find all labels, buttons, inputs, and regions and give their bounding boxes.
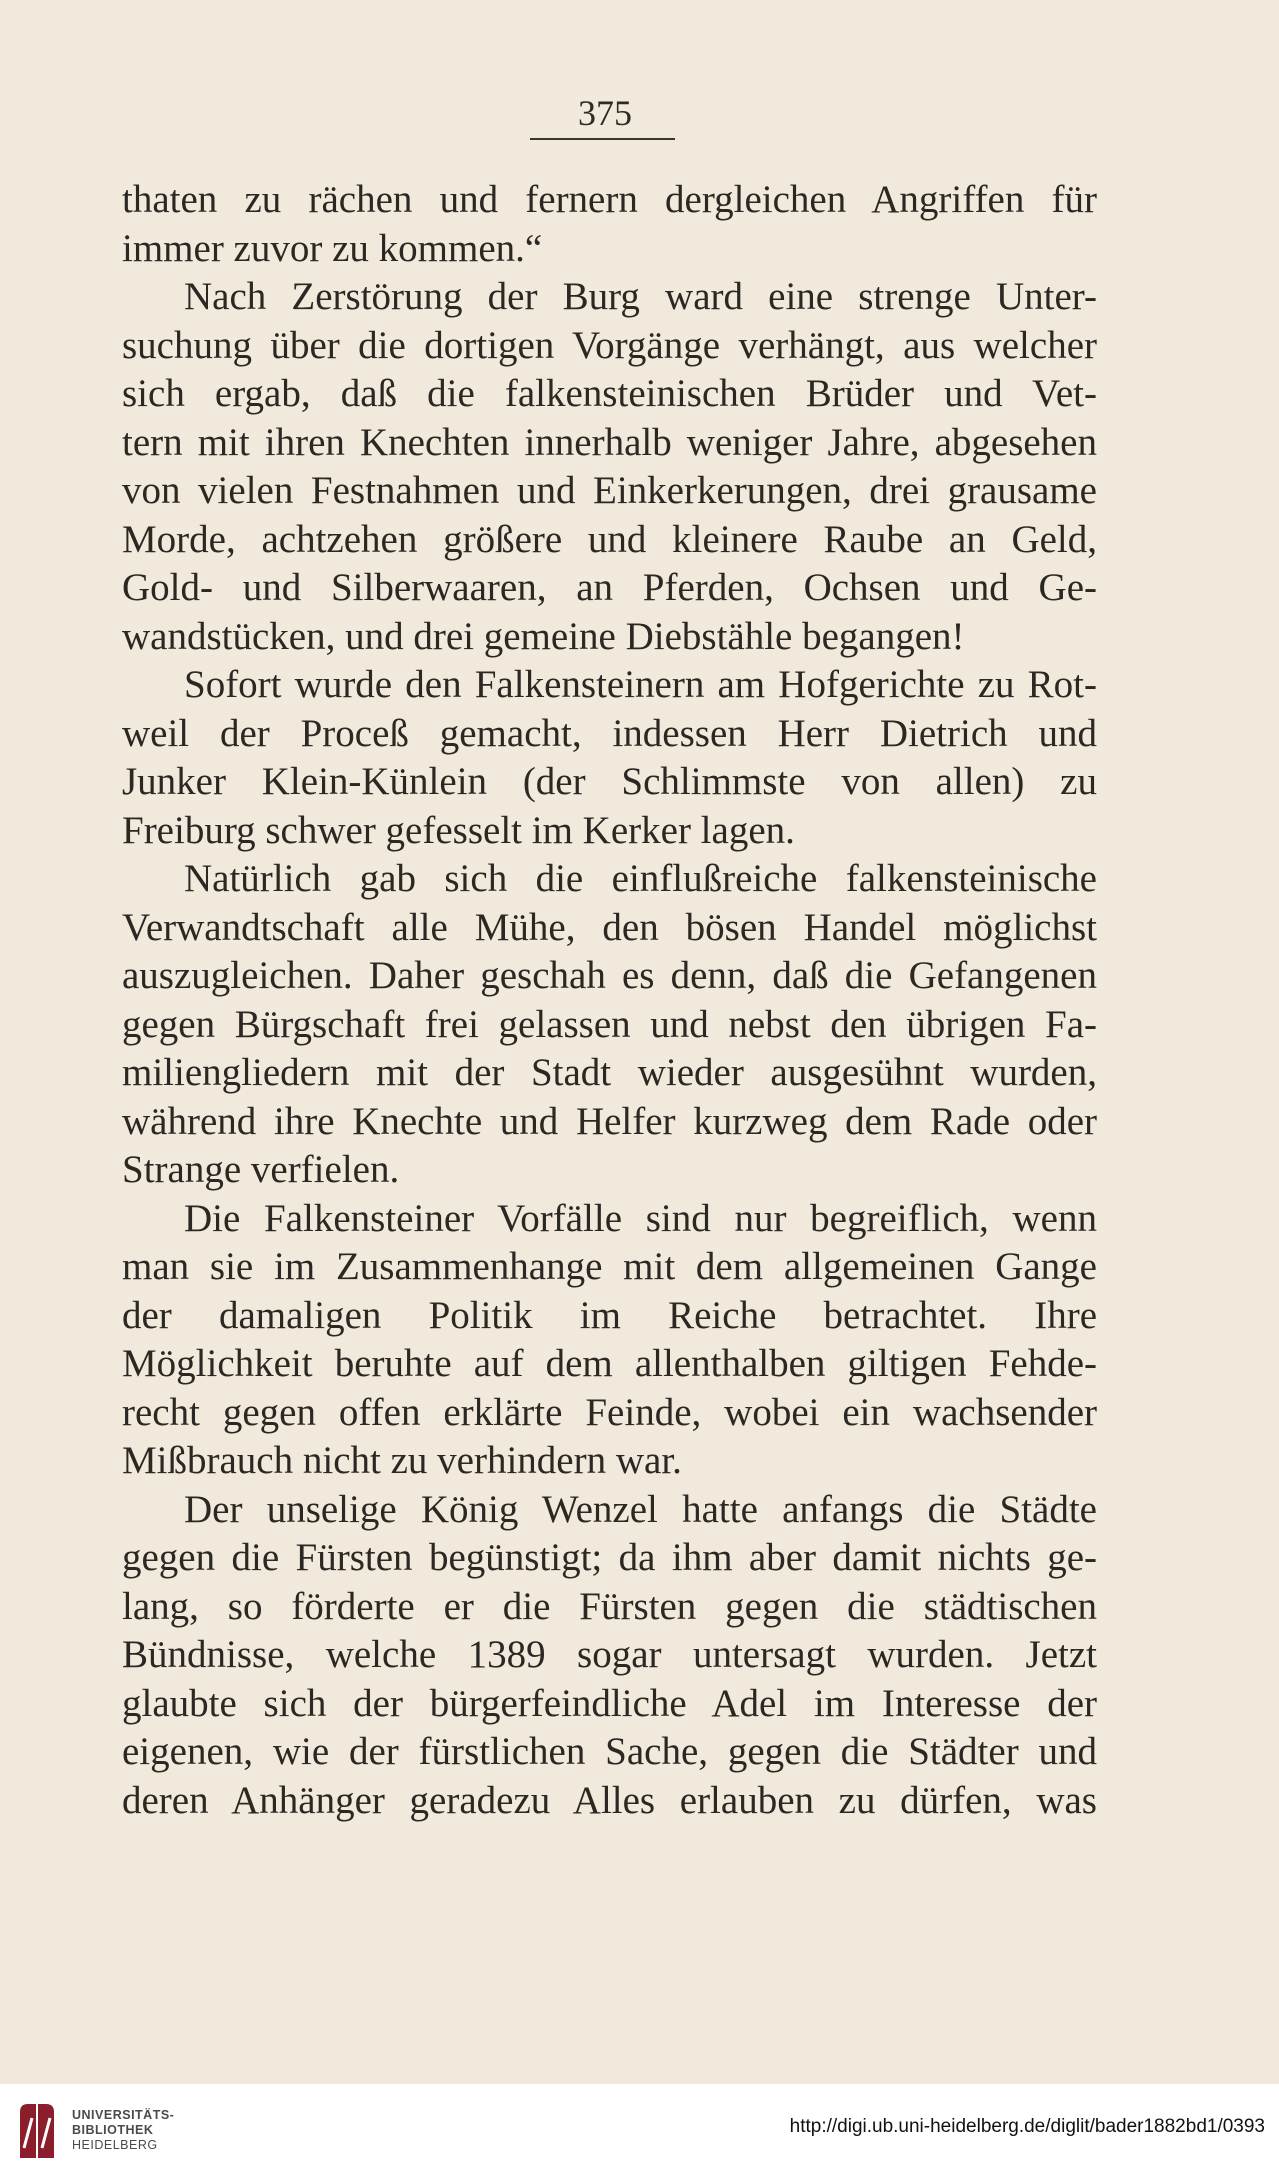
- library-name-line: HEIDELBERG: [72, 2138, 158, 2152]
- page-number: 375: [578, 93, 632, 133]
- text-line: auszugleichen. Daher geschah es denn, daß die Gefangenen: [122, 954, 1097, 997]
- text-line: thaten zu rächen und fernern dergleichen Angriffen für: [122, 178, 1097, 221]
- text-line: Morde, achtzehen größere und kleinere Raube an Geld,: [122, 517, 1097, 561]
- text-line: Natürlich gab sich die einflußreiche falkensteinische: [184, 857, 1097, 900]
- text-line: recht gegen offen erklärte Feinde, wobei ein wachsender: [122, 1390, 1097, 1434]
- text-line: von vielen Festnahmen und Einkerkerungen, drei grausame: [122, 469, 1097, 512]
- text-line: Die Falkensteiner Vorfälle sind nur begreiflich, wenn: [184, 1196, 1097, 1240]
- text-line: miliengliedern mit der Stadt wieder ausgesühnt wurden,: [122, 1051, 1097, 1094]
- text-line: Möglichkeit beruhte auf dem allenthalben giltigen Fehde-: [122, 1342, 1097, 1385]
- text-line: Freiburg schwer gefesselt im Kerker lagen.: [122, 808, 795, 852]
- text-line: wandstücken, und drei gemeine Diebstähle begangen!: [122, 614, 965, 658]
- text-line: gegen Bürgschaft frei gelassen und nebst den übrigen Fa-: [122, 1002, 1097, 1046]
- text-line: der damaligen Politik im Reiche betrachtet. Ihre: [122, 1293, 1097, 1337]
- text-line: immer zuvor zu kommen.“: [122, 226, 543, 270]
- text-line: lang, so förderte er die Fürsten gegen die städtischen: [122, 1584, 1097, 1628]
- text-line: Sofort wurde den Falkensteinern am Hofgerichte zu Rot-: [184, 663, 1097, 706]
- text-line: Verwandtschaft alle Mühe, den bösen Handel möglichst: [122, 905, 1097, 949]
- library-name-line: BIBLIOTHEK: [72, 2123, 154, 2137]
- text-line: Der unselige König Wenzel hatte anfangs die Städte: [184, 1487, 1097, 1531]
- text-line: eigenen, wie der fürstlichen Sache, gegen die Städter und: [122, 1730, 1097, 1773]
- text-line: weil der Proceß gemacht, indessen Herr Dietrich und: [122, 711, 1097, 755]
- heidelberg-library-logo-icon: [14, 2098, 60, 2162]
- text-line: Junker Klein-Künlein (der Schlimmste von allen) zu: [122, 760, 1097, 803]
- page-number-rule: [530, 138, 675, 140]
- text-line: tern mit ihren Knechten innerhalb weniger Jahre, abgesehen: [122, 420, 1097, 464]
- source-url-link[interactable]: http://digi.ub.uni-heidelberg.de/diglit/bader1882bd1/0393: [789, 2116, 1265, 2137]
- text-line: während ihre Knechte und Helfer kurzweg dem Rade oder: [122, 1099, 1097, 1143]
- text-line: gegen die Fürsten begünstigt; da ihm aber damit nichts ge-: [122, 1536, 1097, 1579]
- text-line: deren Anhänger geradezu Alles erlauben zu dürfen, was: [122, 1778, 1097, 1822]
- body-text: [122, 176, 1097, 1825]
- text-line: Gold- und Silberwaaren, an Pferden, Ochsen und Ge-: [122, 566, 1097, 609]
- text-line: Strange verfielen.: [122, 1148, 400, 1191]
- text-line: Bündnisse, welche 1389 sogar untersagt wurden. Jetzt: [122, 1633, 1097, 1676]
- text-line: glaubte sich der bürgerfeindliche Adel im Interesse der: [122, 1681, 1097, 1725]
- text-line: Mißbrauch nicht zu verhindern war.: [122, 1439, 682, 1482]
- library-name: [72, 2108, 174, 2153]
- footer-bar: [0, 2084, 1279, 2177]
- library-name-line: UNIVERSITÄTS-: [72, 2108, 175, 2122]
- text-line: Nach Zerstörung der Burg ward eine strenge Unter-: [184, 275, 1097, 318]
- text-line: sich ergab, daß die falkensteinischen Brüder und Vet-: [122, 372, 1097, 415]
- text-line: suchung über die dortigen Vorgänge verhängt, aus welcher: [122, 323, 1097, 367]
- text-line: man sie im Zusammenhange mit dem allgemeinen Gange: [122, 1245, 1097, 1288]
